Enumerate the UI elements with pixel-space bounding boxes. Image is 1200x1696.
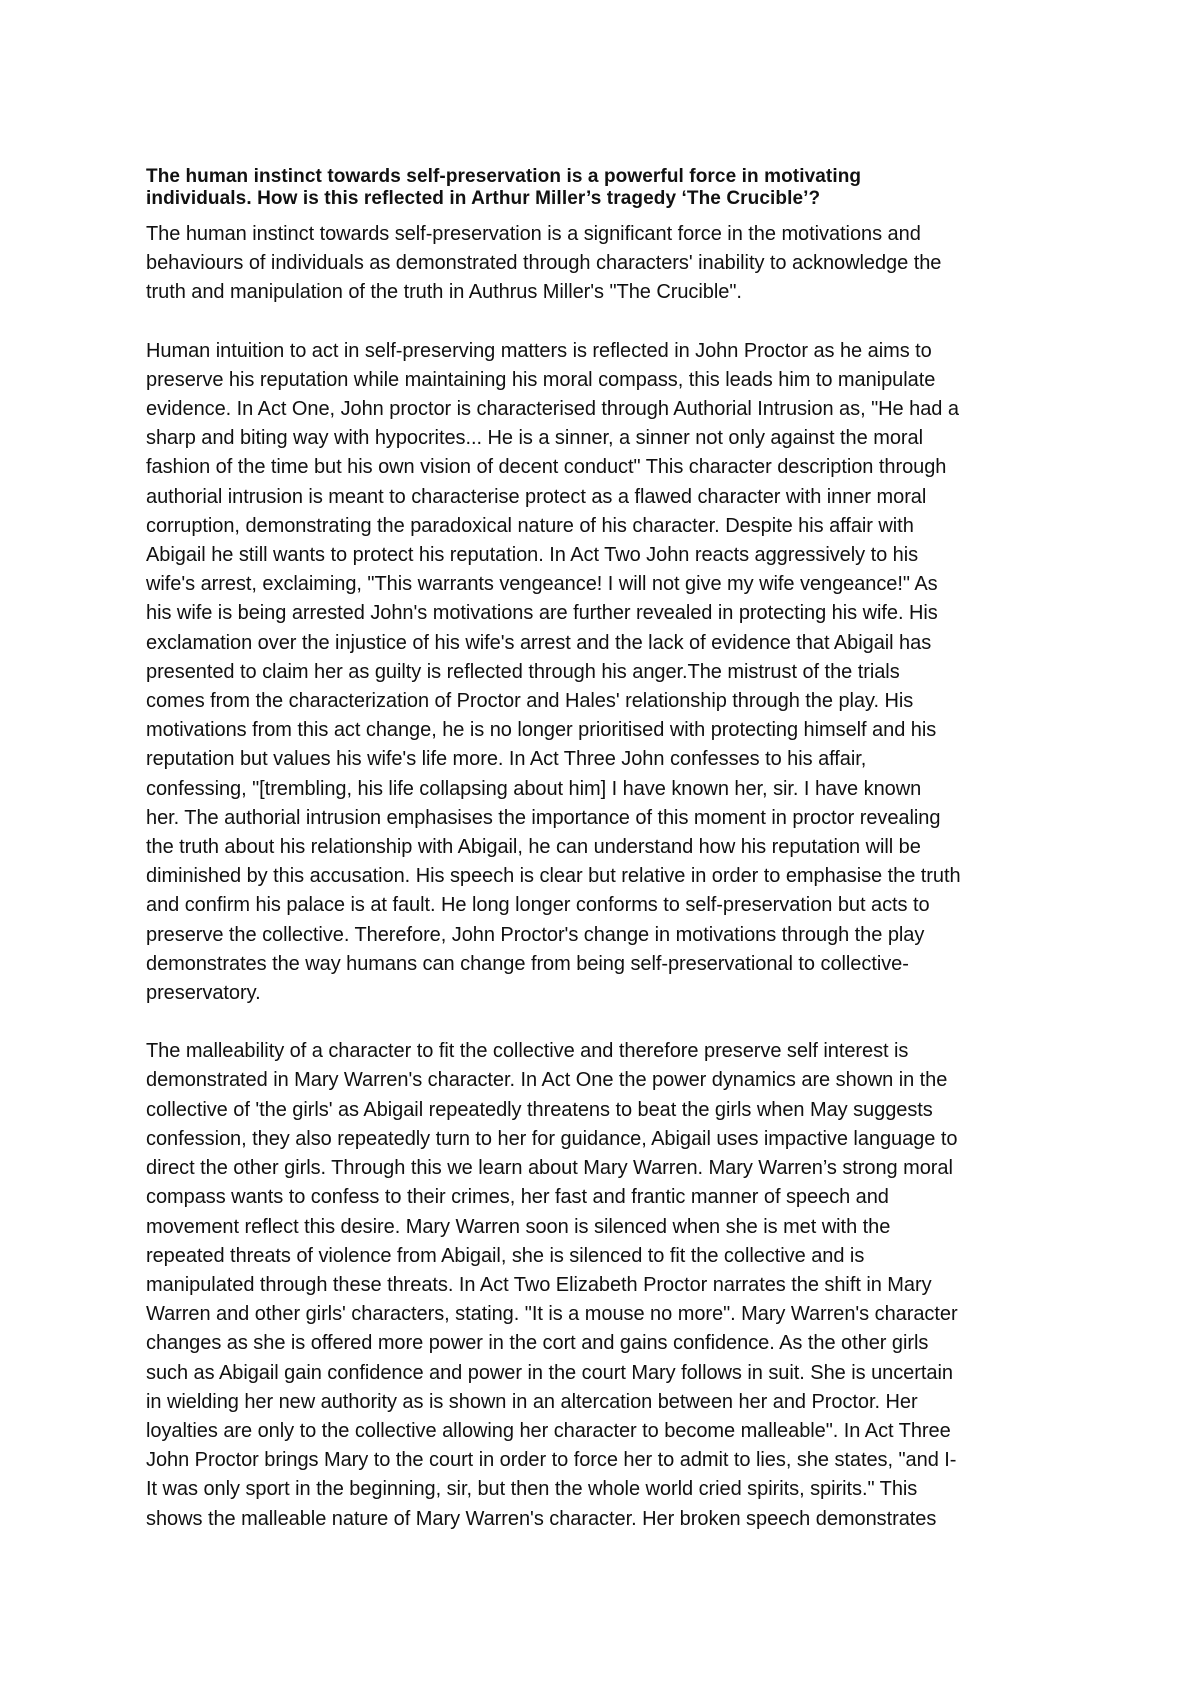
paragraph-line: direct the other girls. Through this we learn about Mary Warren. Mary Warren’s strong moral bbox=[146, 1157, 953, 1180]
title-line: The human instinct towards self-preservation is a powerful force in motivating bbox=[146, 166, 862, 187]
paragraph-line: motivations from this act change, he is no longer prioritised with protecting himself and his bbox=[146, 719, 937, 742]
paragraph-line: Human intuition to act in self-preserving matters is reflected in John Proctor as he aims to bbox=[146, 339, 932, 362]
paragraph-line: compass wants to confess to their crimes, her fast and frantic manner of speech and bbox=[146, 1186, 889, 1209]
paragraph-line: shows the malleable nature of Mary Warren's character. Her broken speech demonstrates bbox=[146, 1507, 937, 1530]
paragraph-line: fashion of the time but his own vision of decent conduct" This character description through bbox=[146, 456, 947, 479]
paragraph-line: her. The authorial intrusion emphasises the importance of this moment in proctor revealing bbox=[146, 806, 941, 829]
paragraph-line: Abigail he still wants to protect his reputation. In Act Two John reacts aggressively to his bbox=[146, 544, 919, 567]
paragraph-spacer bbox=[146, 1008, 1066, 1037]
paragraph-line: preserve his reputation while maintaining his moral compass, this leads him to manipulate bbox=[146, 368, 936, 391]
paragraph-line: collective of 'the girls' as Abigail repeatedly threatens to beat the girls when May suggests bbox=[146, 1098, 933, 1121]
paragraph-line: preservatory. bbox=[146, 982, 261, 1005]
paragraph-line: changes as she is offered more power in the cort and gains confidence. As the other girls bbox=[146, 1332, 929, 1355]
essay-question-title bbox=[146, 166, 1066, 210]
paragraph-line: corruption, demonstrating the paradoxical nature of his character. Despite his affair with bbox=[146, 514, 914, 537]
paragraph-line: confessing, "[trembling, his life collapsing about him] I have known her, sir. I have known bbox=[146, 777, 922, 800]
paragraph-line: John Proctor brings Mary to the court in order to force her to admit to lies, she states, "and I- bbox=[146, 1449, 957, 1472]
paragraph-line: repeated threats of violence from Abigail, she is silenced to fit the collective and is bbox=[146, 1244, 865, 1267]
paragraph-line: wife's arrest, exclaiming, "This warrants vengeance! I will not give my wife vengeance!" As bbox=[146, 573, 938, 596]
essay-paragraph bbox=[146, 1037, 1066, 1533]
paragraph-line: The human instinct towards self-preservation is a significant force in the motivations and bbox=[146, 223, 921, 245]
paragraph-line: confession, they also repeatedly turn to her for guidance, Abigail uses impactive language to bbox=[146, 1127, 958, 1150]
paragraph-line: It was only sport in the beginning, sir, but then the whole world cried spirits, spirits." This bbox=[146, 1478, 918, 1501]
paragraph-line: Warren and other girls' characters, stating. "It is a mouse no more". Mary Warren's character bbox=[146, 1303, 958, 1326]
paragraph-line: and confirm his palace is at fault. He long longer conforms to self-preservation but acts to bbox=[146, 894, 930, 917]
paragraph-line: The malleability of a character to fit the collective and therefore preserve self interest is bbox=[146, 1040, 909, 1063]
paragraph-line: behaviours of individuals as demonstrated through characters' inability to acknowledge the bbox=[146, 252, 942, 275]
paragraph-line: demonstrated in Mary Warren's character. In Act One the power dynamics are shown in the bbox=[146, 1069, 948, 1092]
paragraph-line: loyalties are only to the collective allowing her character to become malleable". In Act Three bbox=[146, 1419, 951, 1442]
paragraph-line: reputation but values his wife's life more. In Act Three John confesses to his affair, bbox=[146, 748, 867, 771]
paragraph-line: presented to claim her as guilty is reflected through his anger.The mistrust of the trials bbox=[146, 660, 900, 683]
document-body bbox=[146, 166, 1066, 1534]
paragraph-line: such as Abigail gain confidence and power in the court Mary follows in suit. She is uncertain bbox=[146, 1361, 953, 1384]
title-line: individuals. How is this reflected in Arthur Miller’s tragedy ‘The Crucible’? bbox=[146, 188, 821, 209]
paragraph-line: authorial intrusion is meant to characterise protect as a flawed character with inner moral bbox=[146, 485, 927, 508]
paragraph-line: comes from the characterization of Proctor and Hales' relationship through the play. His bbox=[146, 690, 914, 713]
paragraph-spacer bbox=[146, 308, 1066, 337]
paragraph-line: in wielding her new authority as is shown in an altercation between her and Proctor. Her bbox=[146, 1390, 918, 1413]
essay-paragraph bbox=[146, 220, 1066, 308]
paragraph-line: manipulated through these threats. In Act Two Elizabeth Proctor narrates the shift in Mary bbox=[146, 1273, 932, 1296]
paragraph-line: sharp and biting way with hypocrites... He is a sinner, a sinner not only against the moral bbox=[146, 427, 923, 450]
essay-paragraphs bbox=[146, 220, 1066, 1534]
essay-paragraph bbox=[146, 337, 1066, 1009]
paragraph-line: demonstrates the way humans can change from being self-preservational to collective- bbox=[146, 952, 909, 975]
paragraph-line: the truth about his relationship with Abigail, he can understand how his reputation will be bbox=[146, 836, 921, 859]
paragraph-line: exclamation over the injustice of his wife's arrest and the lack of evidence that Abigail has bbox=[146, 631, 932, 654]
paragraph-line: preserve the collective. Therefore, John Proctor's change in motivations through the play bbox=[146, 923, 925, 946]
paragraph-line: truth and manipulation of the truth in Authrus Miller's "The Crucible". bbox=[146, 281, 742, 304]
paragraph-line: his wife is being arrested John's motivations are further revealed in protecting his wife. His bbox=[146, 602, 938, 625]
paragraph-line: movement reflect this desire. Mary Warren soon is silenced when she is met with the bbox=[146, 1215, 891, 1238]
paragraph-line: evidence. In Act One, John proctor is characterised through Authorial Intrusion as, "He had a bbox=[146, 398, 959, 421]
paragraph-line: diminished by this accusation. His speech is clear but relative in order to emphasise the truth bbox=[146, 865, 961, 888]
